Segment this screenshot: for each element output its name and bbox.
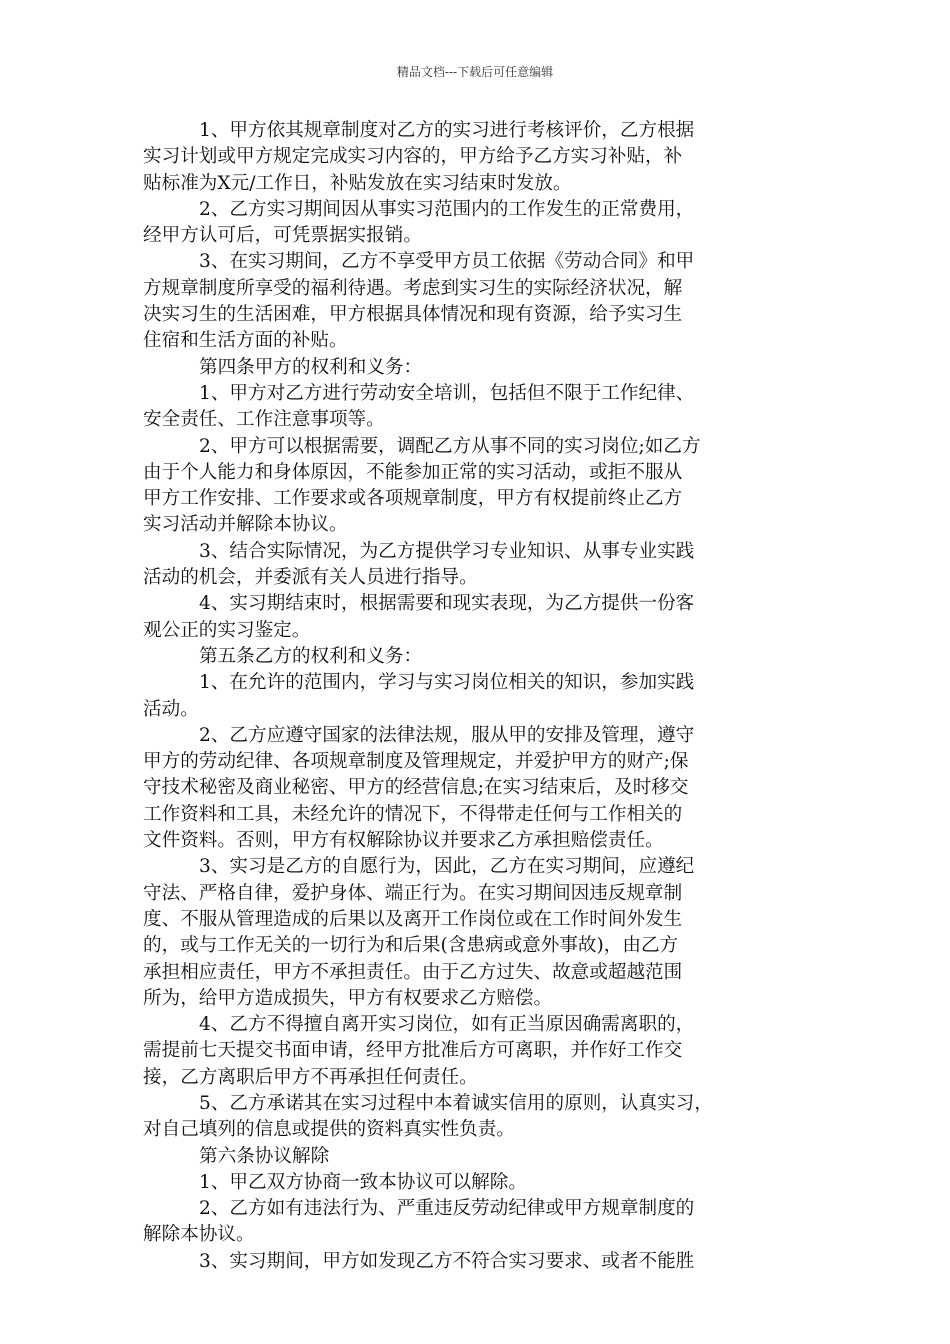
text-line: 接，乙方离职后甲方不再承担任何责任。 xyxy=(143,1066,478,1088)
text-line: 1、甲乙双方协商一致本协议可以解除。 xyxy=(199,1171,527,1193)
clause-paragraph xyxy=(143,854,813,1012)
text-line: 解除本协议。 xyxy=(143,1224,255,1246)
text-line: 1、甲方依其规章制度对乙方的实习进行考核评价，乙方根据 xyxy=(199,120,695,141)
text-line: 3、实习是乙方的自愿行为，因此，乙方在实习期间，应遵纪 xyxy=(199,856,695,878)
text-line: 守技术秘密及商业秘密、甲方的经营信息;在实习结束后，及时移交 xyxy=(143,777,689,799)
text-line: 实习活动并解除本协议。 xyxy=(143,514,348,536)
text-line: 贴标准为X元/工作日，补贴发放在实习结束时发放。 xyxy=(143,172,572,194)
clause-paragraph xyxy=(143,197,813,250)
text-line: 3、实习期间，甲方如发现乙方不符合实习要求、或者不能胜 xyxy=(199,1250,695,1272)
clause-paragraph xyxy=(143,434,813,539)
text-line: 的，或与工作无关的一切行为和后果(含患病或意外事故)，由乙方 xyxy=(143,935,679,957)
text-line: 守法、严格自律，爱护身体、端正行为。在实习期间因违反规章制 xyxy=(143,882,683,904)
text-line: 5、乙方承诺其在实习过程中本着诚实信用的原则，认真实习， xyxy=(199,1092,713,1114)
clause-paragraph xyxy=(143,1249,813,1275)
text-line: 3、结合实际情况，为乙方提供学习专业知识、从事专业实践 xyxy=(199,540,695,562)
text-line: 决实习生的生活困难，甲方根据具体情况和现有资源，给予实习生 xyxy=(143,304,683,326)
clause-paragraph xyxy=(143,1196,813,1249)
text-line: 甲方工作安排、工作要求或各项规章制度，甲方有权提前终止乙方 xyxy=(143,488,683,510)
text-line: 2、乙方应遵守国家的法律法规，服从甲的安排及管理，遵守 xyxy=(199,724,695,746)
text-line: 第四条甲方的权利和义务： xyxy=(199,356,423,378)
text-line: 实习计划或甲方规定完成实习内容的，甲方给予乙方实习补贴，补 xyxy=(143,146,683,168)
text-line: 对自己填列的信息或提供的资料真实性负责。 xyxy=(143,1119,515,1141)
section-heading xyxy=(143,644,813,670)
text-line: 4、实习期结束时，根据需要和现实表现，为乙方提供一份客 xyxy=(199,593,695,615)
clause-paragraph xyxy=(143,1091,813,1144)
text-line: 文件资料。否则，甲方有权解除协议并要求乙方承担赔偿责任。 xyxy=(143,830,664,852)
clause-paragraph xyxy=(143,1012,813,1091)
clause-paragraph xyxy=(143,381,813,434)
clause-paragraph xyxy=(143,670,813,723)
text-line: 2、甲方可以根据需要，调配乙方从事不同的实习岗位;如乙方 xyxy=(199,435,701,457)
text-line: 第五条乙方的权利和义务： xyxy=(199,645,423,667)
text-line: 安全责任、工作注意事项等。 xyxy=(143,409,385,431)
text-line: 第六条协议解除 xyxy=(199,1145,330,1167)
text-line: 度、不服从管理造成的后果以及离开工作岗位或在工作时间外发生 xyxy=(143,908,683,930)
text-line: 活动的机会，并委派有关人员进行指导。 xyxy=(143,567,478,589)
text-line: 所为，给甲方造成损失，甲方有权要求乙方赔偿。 xyxy=(143,987,553,1009)
text-line: 工作资料和工具，未经允许的情况下，不得带走任何与工作相关的 xyxy=(143,803,683,825)
text-line: 经甲方认可后，可凭票据实报销。 xyxy=(143,225,422,247)
clause-paragraph xyxy=(143,118,813,197)
text-line: 4、乙方不得擅自离开实习岗位，如有正当原因确需离职的， xyxy=(199,1014,695,1036)
clause-paragraph xyxy=(143,1170,813,1196)
text-line: 1、甲方对乙方进行劳动安全培训，包括但不限于工作纪律、 xyxy=(199,382,695,404)
text-line: 2、乙方如有违法行为、严重违反劳动纪律或甲方规章制度的 xyxy=(199,1198,695,1220)
text-line: 由于个人能力和身体原因，不能参加正常的实习活动，或拒不服从 xyxy=(143,461,683,483)
section-heading xyxy=(143,1144,813,1170)
text-line: 观公正的实习鉴定。 xyxy=(143,619,311,641)
text-line: 需提前七天提交书面申请，经甲方批准后方可离职，并作好工作交 xyxy=(143,1040,683,1062)
page-header: 精品文档---下载后可任意编辑 xyxy=(396,65,554,79)
section-heading xyxy=(143,355,813,381)
clause-paragraph xyxy=(143,591,813,644)
text-line: 方规章制度所享受的福利待遇。考虑到实习生的实际经济状况，解 xyxy=(143,277,683,299)
text-line: 1、在允许的范围内，学习与实习岗位相关的知识，参加实践 xyxy=(199,672,695,694)
text-line: 3、在实习期间，乙方不享受甲方员工依据《劳动合同》和甲 xyxy=(199,251,695,273)
text-line: 甲方的劳动纪律、各项规章制度及管理规定，并爱护甲方的财产;保 xyxy=(143,751,689,773)
text-line: 住宿和生活方面的补贴。 xyxy=(143,330,348,352)
text-line: 活动。 xyxy=(143,698,199,720)
text-line: 承担相应责任，甲方不承担责任。由于乙方过失、故意或超越范围 xyxy=(143,961,683,983)
clause-paragraph xyxy=(143,249,813,354)
clause-paragraph xyxy=(143,539,813,592)
text-line: 2、乙方实习期间因从事实习范围内的工作发生的正常费用， xyxy=(199,198,695,220)
document-body xyxy=(143,118,813,1275)
clause-paragraph xyxy=(143,723,813,854)
